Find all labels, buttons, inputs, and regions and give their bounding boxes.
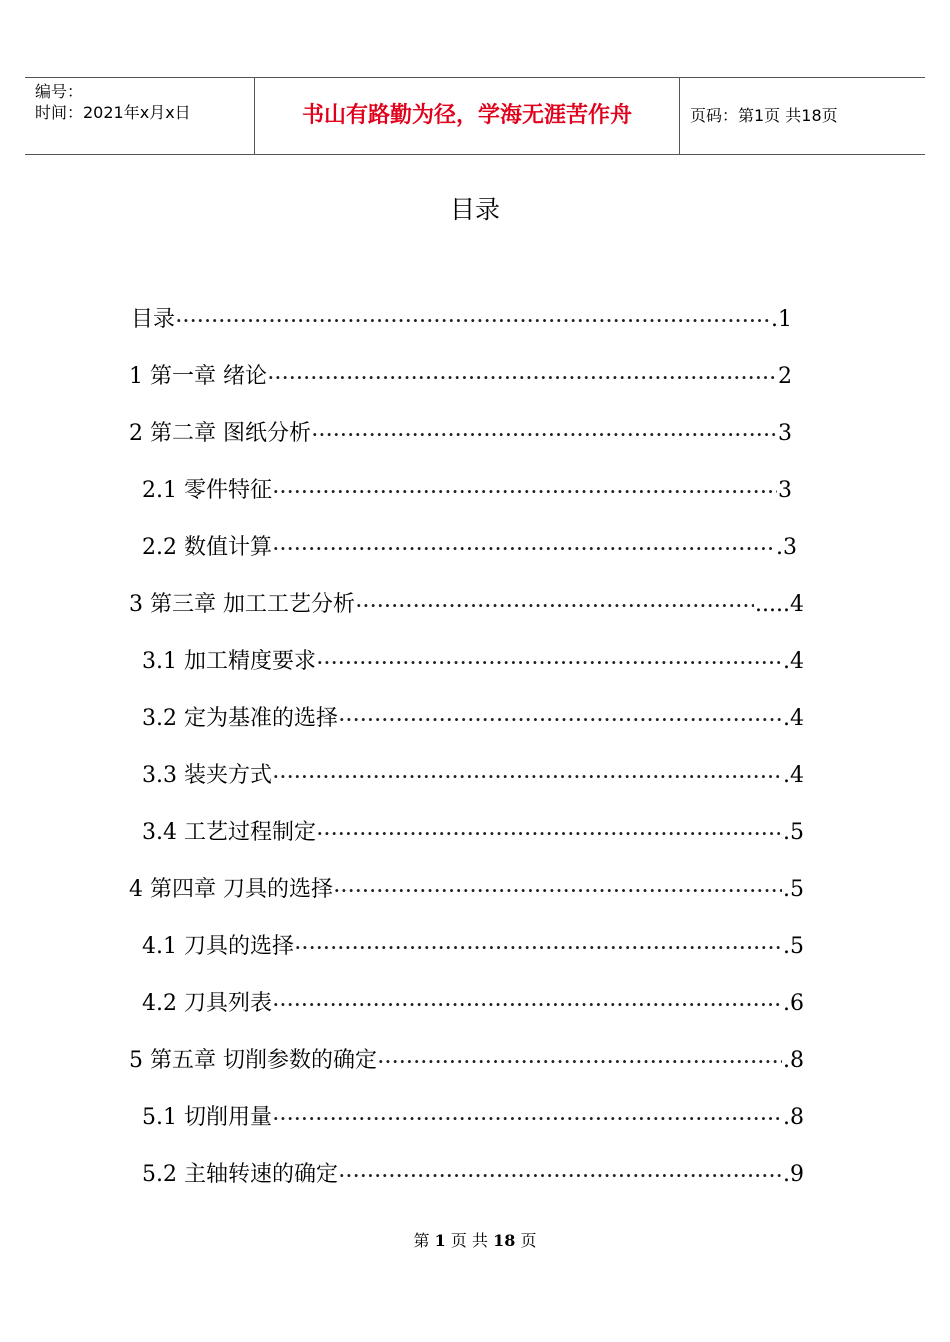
toc-entry-page: .1 [771, 307, 792, 332]
toc-entry-page: .4 [783, 763, 804, 788]
toc-entry-page: 2 [778, 364, 792, 389]
toc-entry-title: 5.1 切削用量 [142, 1105, 272, 1130]
toc-entry-page: .5 [783, 934, 804, 959]
toc-entry-page: .8 [783, 1105, 804, 1130]
toc-entry[interactable] [129, 414, 792, 454]
toc-entry-title: 5 第五章 切削参数的确定 [129, 1048, 377, 1073]
header-page-info: 页码：第1页 共18页 [690, 106, 838, 125]
toc-entry-title: 4.1 刀具的选择 [142, 934, 294, 959]
toc-entry-page: .5 [783, 877, 804, 902]
toc-entry-page: .....4 [755, 592, 804, 617]
toc-entry-title: 1 第一章 绪论 [129, 364, 267, 389]
toc-entry[interactable] [131, 300, 792, 340]
toc-entry-title: 2.1 零件特征 [142, 478, 272, 503]
toc-entry[interactable] [142, 699, 804, 739]
toc-entry-title: 3.3 装夹方式 [142, 763, 272, 788]
toc-entry-page: 3 [778, 478, 792, 503]
toc-entry[interactable] [142, 471, 792, 511]
toc-entry[interactable] [142, 927, 804, 967]
toc-leader-dots [295, 927, 782, 968]
header-meta [25, 78, 254, 154]
footer-middle: 页 共 [450, 1231, 488, 1250]
toc-leader-dots [273, 1098, 782, 1139]
toc-leader-dots [339, 699, 782, 740]
toc-entry-page: 3 [778, 421, 792, 446]
toc-entry[interactable] [129, 585, 804, 625]
toc-leader-dots [378, 1041, 782, 1082]
toc-entry-title: 4.2 刀具列表 [142, 991, 272, 1016]
footer-prefix: 第 [413, 1231, 430, 1250]
toc-entry[interactable] [129, 1041, 804, 1081]
toc-leader-dots [334, 870, 782, 911]
toc-leader-dots [273, 528, 775, 569]
toc-entry[interactable] [129, 870, 804, 910]
toc-entry[interactable] [142, 1155, 804, 1195]
toc-leader-dots [273, 756, 782, 797]
footer-suffix: 页 [520, 1231, 537, 1250]
toc-leader-dots [317, 642, 782, 683]
footer-total-pages: 18 [493, 1231, 516, 1250]
document-time-label: 时间：2021年x月x日 [35, 103, 191, 122]
toc-entry[interactable] [142, 756, 804, 796]
page-title: 目录 [449, 195, 500, 224]
toc-entry-page: .4 [783, 649, 804, 674]
toc-entry-title: 4 第四章 刀具的选择 [129, 877, 333, 902]
toc-entry[interactable] [142, 528, 797, 568]
toc-leader-dots [356, 585, 754, 626]
toc-entry-title: 3.4 工艺过程制定 [142, 820, 316, 845]
toc-entry-page: .5 [783, 820, 804, 845]
toc-leader-dots [312, 414, 777, 455]
toc-leader-dots [268, 357, 777, 398]
document-number-label: 编号： [35, 82, 84, 101]
header-motto: 书山有路勤为径，学海无涯苦作舟 [254, 78, 680, 154]
page-footer [0, 1228, 950, 1254]
toc-entry[interactable] [142, 1098, 804, 1138]
toc-entry[interactable] [142, 984, 804, 1024]
page-header [25, 77, 925, 155]
toc-entry-title: 3 第三章 加工工艺分析 [129, 592, 355, 617]
toc-entry-title: 3.1 加工精度要求 [142, 649, 316, 674]
toc-entry-title: 2.2 数值计算 [142, 535, 272, 560]
toc-entry[interactable] [129, 357, 792, 397]
toc-entry[interactable] [142, 642, 804, 682]
toc-entry-title: 目录 [131, 307, 176, 332]
toc-entry-page: .3 [776, 535, 797, 560]
toc-leader-dots [273, 984, 782, 1025]
toc-leader-dots [339, 1155, 782, 1196]
toc-entry-page: .9 [783, 1162, 804, 1187]
toc-entry-title: 3.2 定为基准的选择 [142, 706, 338, 731]
toc-entry-page: .6 [783, 991, 804, 1016]
toc-entry[interactable] [142, 813, 804, 853]
toc-entry-title: 5.2 主轴转速的确定 [142, 1162, 338, 1187]
toc-entry-page: .4 [783, 706, 804, 731]
toc-entry-title: 2 第二章 图纸分析 [129, 421, 311, 446]
toc-leader-dots [317, 813, 782, 854]
toc-entry-page: .8 [783, 1048, 804, 1073]
toc-leader-dots [176, 300, 770, 341]
toc-leader-dots [273, 471, 777, 512]
footer-current-page: 1 [434, 1231, 446, 1250]
